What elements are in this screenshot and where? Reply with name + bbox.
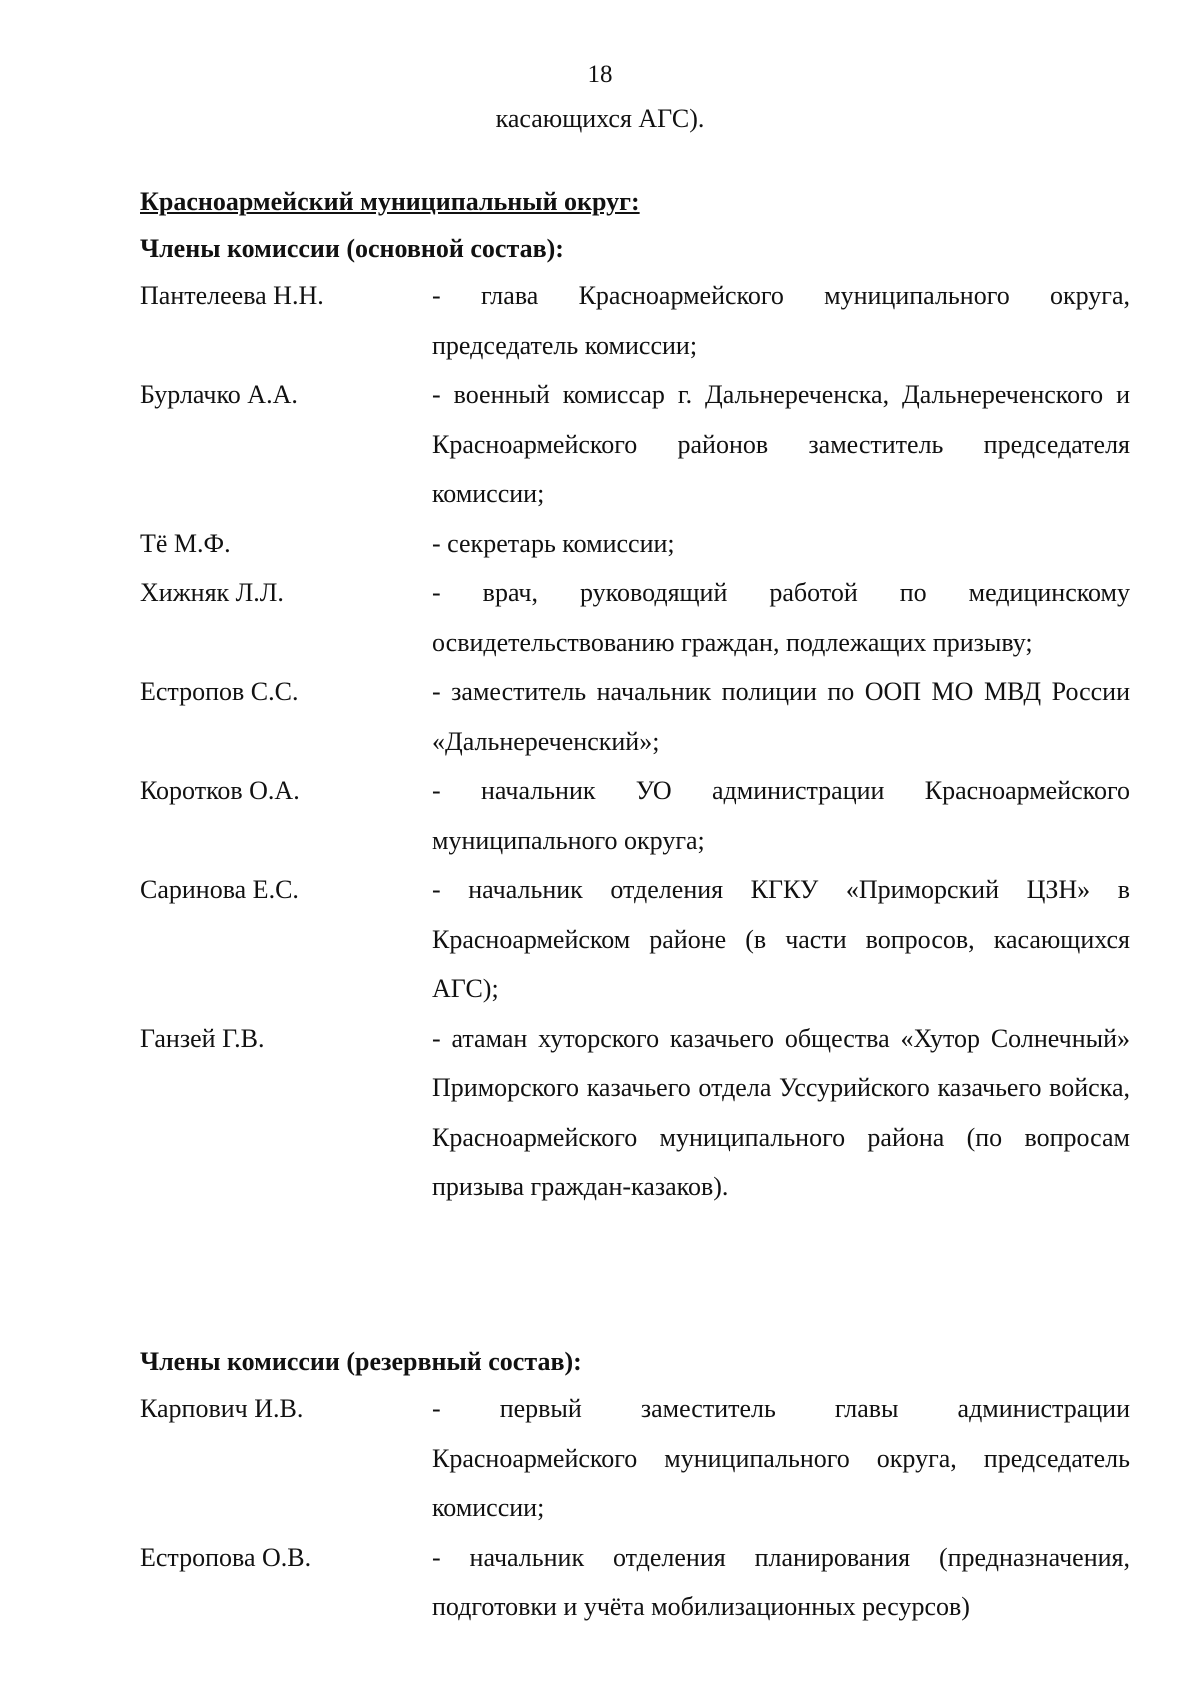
member-entry xyxy=(140,568,1130,667)
member-role: - глава Красноармейского муниципального округа, председатель комиссии; xyxy=(432,281,1130,360)
member-name: Пантелеева Н.Н. xyxy=(140,281,324,310)
member-name: Бурлачко А.А. xyxy=(140,380,298,409)
member-name: Естропова О.В. xyxy=(140,1542,312,1572)
continuation-text: касающихся АГС). xyxy=(495,104,705,133)
member-name: Коротков О.А. xyxy=(140,776,300,805)
main-members-list xyxy=(140,271,1130,1212)
member-name: Саринова Е.С. xyxy=(140,875,299,904)
reserve-members-heading: Члены комиссии (резервный состав): xyxy=(140,1347,582,1376)
reserve-members-list xyxy=(140,1384,1130,1632)
member-name: Ганзей Г.В. xyxy=(140,1023,265,1053)
member-name: Хижняк Л.Л. xyxy=(140,578,284,607)
member-role: - заместитель начальник полиции по ООП МО МВД России «Дальнереченский»; xyxy=(432,677,1130,756)
member-role: - начальник УО администрации Красноармейского муниципального округа; xyxy=(432,776,1130,855)
member-entry xyxy=(140,865,1130,1014)
member-name: Карпович И.В. xyxy=(140,1394,304,1423)
member-entry xyxy=(140,1384,1130,1533)
member-entry xyxy=(140,1533,1130,1632)
member-role: - секретарь комиссии; xyxy=(432,528,675,558)
member-entry xyxy=(140,766,1130,865)
member-entry xyxy=(140,370,1130,519)
member-role: - атаман хуторского казачьего общества «Хутор Солнечный» Приморского казачьего отдела Уссурийского казачьего войска, Красноармейского муниципального района (по вопросам призыва граждан-казаков). xyxy=(432,1023,1130,1201)
member-role: - врач, руководящий работой по медицинскому освидетельствованию граждан, подлежащих призыву; xyxy=(432,578,1130,657)
member-entry xyxy=(140,1014,1130,1212)
member-role: - первый заместитель главы администрации Красноармейского муниципального округа, председатель комиссии; xyxy=(432,1394,1130,1522)
member-role: - начальник отделения КГКУ «Приморский ЦЗН» в Красноармейском районе (в части вопросов, касающихся АГС); xyxy=(432,875,1130,1003)
member-name: Естропов С.С. xyxy=(140,677,299,706)
member-entry xyxy=(140,519,1130,569)
member-role: - начальник отделения планирования (предназначения, подготовки и учёта мобилизационных ресурсов) xyxy=(432,1542,1130,1621)
main-members-heading: Члены комиссии (основной состав): xyxy=(140,234,564,263)
member-name: Тё М.Ф. xyxy=(140,528,231,558)
member-role: - военный комиссар г. Дальнереченска, Дальнереченского и Красноармейского районов заместитель председателя комиссии; xyxy=(432,380,1130,508)
member-entry xyxy=(140,271,1130,370)
page-number: 18 xyxy=(587,61,613,88)
member-entry xyxy=(140,667,1130,766)
district-heading: Красноармейский муниципальный округ: xyxy=(140,187,640,216)
